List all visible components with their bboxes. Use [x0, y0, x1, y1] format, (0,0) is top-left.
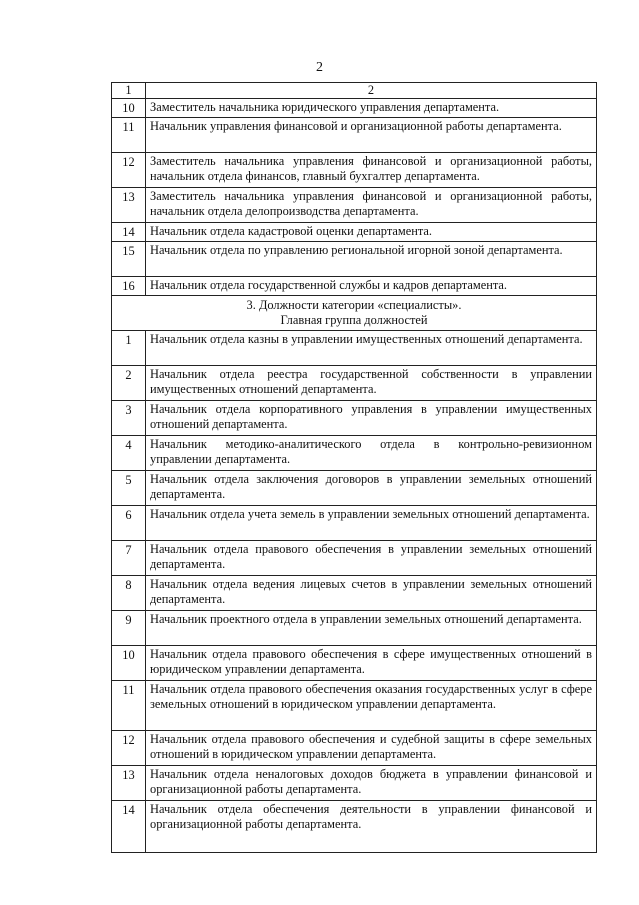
table-row [112, 242, 597, 277]
position-title: Начальник управления финансовой и организационной работы департамента. [146, 118, 597, 153]
section-heading [112, 296, 597, 331]
table-row [112, 366, 597, 401]
row-number: 7 [112, 541, 146, 576]
position-title: Начальник отдела неналоговых доходов бюджета в управлении финансовой и организационной работы департамента. [146, 766, 597, 801]
table-row [112, 153, 597, 188]
table-row [112, 471, 597, 506]
row-number: 14 [112, 801, 146, 853]
table-row [112, 576, 597, 611]
table-row [112, 681, 597, 731]
section-title: 3. Должности категории «специалисты». [246, 298, 462, 312]
page-number: 2 [316, 60, 323, 75]
row-number: 1 [112, 331, 146, 366]
table-row [112, 118, 597, 153]
row-number: 4 [112, 436, 146, 471]
table-row [112, 401, 597, 436]
position-title: Заместитель начальника управления финансовой и организационной работы, начальник отдела финансов, главный бухгалтер департамента. [146, 153, 597, 188]
row-number: 14 [112, 223, 146, 242]
table-header-row [112, 83, 597, 99]
position-title: Начальник отдела реестра государственной собственности в управлении имущественных отношений департамента. [146, 366, 597, 401]
position-title: Начальник отдела правового обеспечения и судебной защиты в сфере земельных отношений в юридическом управлении департамента. [146, 731, 597, 766]
row-number: 3 [112, 401, 146, 436]
section-subtitle: Главная группа должностей [280, 313, 428, 327]
position-title: Начальник отдела правового обеспечения в управлении земельных отношений департамента. [146, 541, 597, 576]
row-number: 12 [112, 731, 146, 766]
row-number: 13 [112, 188, 146, 223]
header-col-2: 2 [146, 83, 597, 99]
table-row [112, 731, 597, 766]
row-number: 5 [112, 471, 146, 506]
table-row [112, 646, 597, 681]
table-row [112, 277, 597, 296]
row-number: 10 [112, 99, 146, 118]
table-row [112, 611, 597, 646]
row-number: 9 [112, 611, 146, 646]
row-number: 16 [112, 277, 146, 296]
position-title: Начальник отдела государственной службы и кадров департамента. [146, 277, 597, 296]
table-row [112, 436, 597, 471]
table-row [112, 766, 597, 801]
table-row [112, 223, 597, 242]
position-title: Начальник отдела учета земель в управлении земельных отношений департамента. [146, 506, 597, 541]
row-number: 10 [112, 646, 146, 681]
table-row [112, 506, 597, 541]
row-number: 13 [112, 766, 146, 801]
position-title: Начальник отдела правового обеспечения оказания государственных услуг в сфере земельных отношений в юридическом управлении департамента. [146, 681, 597, 731]
position-title: Начальник проектного отдела в управлении земельных отношений департамента. [146, 611, 597, 646]
position-title: Начальник отдела казны в управлении имущественных отношений департамента. [146, 331, 597, 366]
row-number: 12 [112, 153, 146, 188]
row-number: 15 [112, 242, 146, 277]
position-title: Начальник отдела правового обеспечения в сфере имущественных отношений в юридическом управлении департамента. [146, 646, 597, 681]
position-title: Начальник отдела обеспечения деятельности в управлении финансовой и организационной работы департамента. [146, 801, 597, 853]
table-row [112, 331, 597, 366]
row-number: 8 [112, 576, 146, 611]
table-row [112, 188, 597, 223]
table-row [112, 801, 597, 853]
position-title: Начальник отдела по управлению региональной игорной зоной департамента. [146, 242, 597, 277]
row-number: 11 [112, 681, 146, 731]
position-title: Начальник отдела заключения договоров в управлении земельных отношений департамента. [146, 471, 597, 506]
table-row [112, 541, 597, 576]
header-col-1: 1 [112, 83, 146, 99]
position-title: Заместитель начальника юридического управления департамента. [146, 99, 597, 118]
position-title: Начальник отдела кадастровой оценки департамента. [146, 223, 597, 242]
table-row [112, 99, 597, 118]
position-title: Начальник методико-аналитического отдела в контрольно-ревизионном управлении департамента. [146, 436, 597, 471]
row-number: 2 [112, 366, 146, 401]
position-title: Начальник отдела ведения лицевых счетов в управлении земельных отношений департамента. [146, 576, 597, 611]
row-number: 11 [112, 118, 146, 153]
row-number: 6 [112, 506, 146, 541]
position-title: Начальник отдела корпоративного управления в управлении имущественных отношений департамента. [146, 401, 597, 436]
section-heading-row [112, 296, 597, 331]
positions-table [111, 82, 597, 853]
position-title: Заместитель начальника управления финансовой и организационной работы, начальник отдела делопроизводства департамента. [146, 188, 597, 223]
